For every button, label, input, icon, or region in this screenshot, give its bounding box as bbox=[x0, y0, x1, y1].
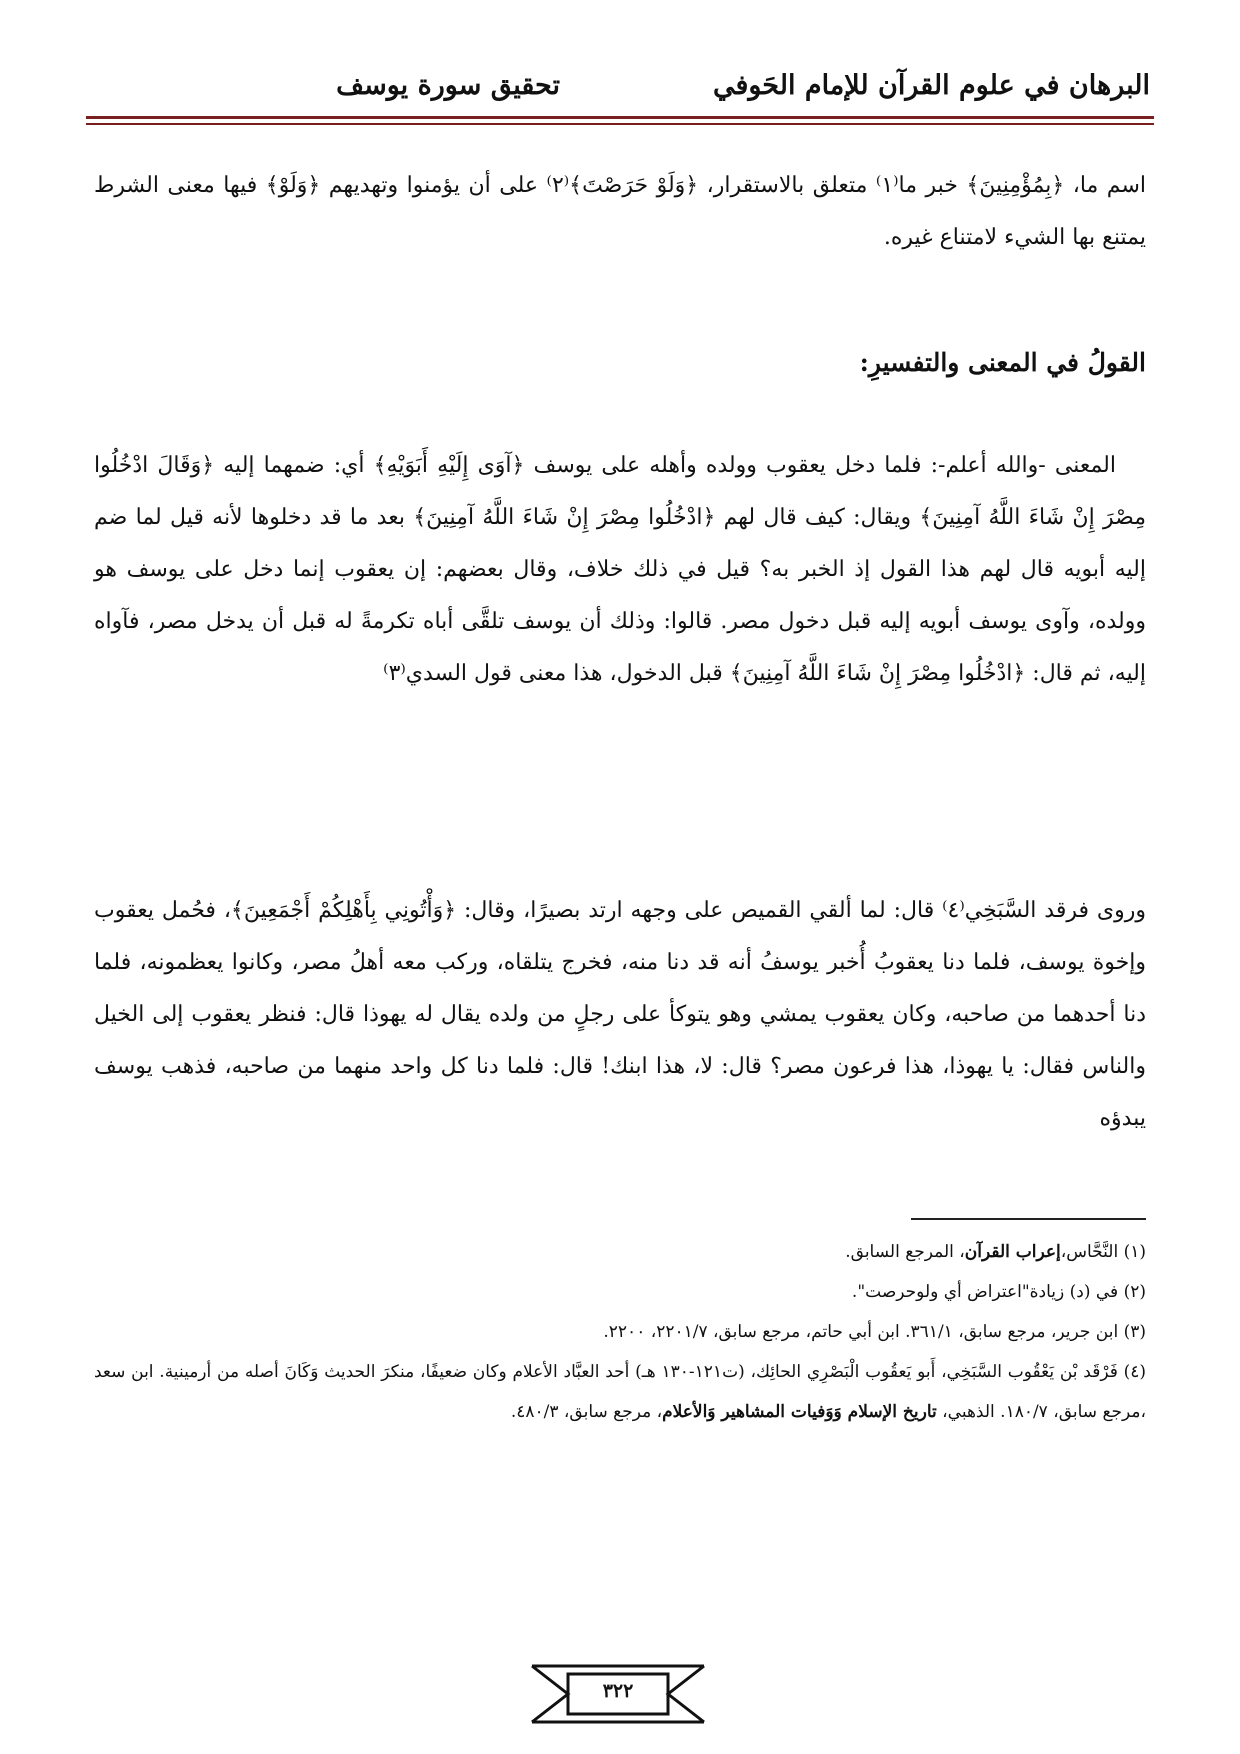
footnote-1-suffix: ، المرجع السابق. bbox=[845, 1242, 965, 1262]
footnote-4-suffix: ، مرجع سابق، ٤٨٠/٣. bbox=[510, 1402, 663, 1422]
paragraph-narration: وروى فرقد السَّبَخِي⁽٤⁾ قال: لما ألقي القميص على وجهه ارتد بصيرًا، وقال: ﴿وَأْتُونِي بِأَهْلِكُمْ أَجْمَعِينَ﴾، فحُمل يعقوب وإخوة يوسف، فلما دنا يعقوبُ أُخبر يوسفُ أنه قد دنا منه، فخرج يتلقاه، وركب معه أهلُ مصر، وكانوا يعظمونه، فلما دنا أحدهما من صاحبه، وكان يعقوب يمشي وهو يتوكأ على رجلٍ من ولده يقال له يهوذا قال: فنظر يعقوب إلى الخيل والناس فقال: يا يهوذا، هذا فرعون مصر؟ قال: لا، هذا ابنك! قال: فلما دنا كل واحد منهما من صاحبه، فذهب يوسف يبدؤه bbox=[94, 898, 1146, 1131]
footnote-1-prefix: (١) النَّحَّاس، bbox=[1060, 1242, 1146, 1262]
header-rule-thick bbox=[86, 116, 1154, 119]
page-number-ornament bbox=[530, 1664, 706, 1724]
running-header bbox=[90, 70, 1150, 114]
footnote-4-title: تاريخ الإسلام وَوَفيات المشاهير وَالأعلام bbox=[662, 1402, 937, 1422]
footnote-3: (٣) ابن جرير، مرجع سابق، ٣٦١/١. ابن أبي حاتم، مرجع سابق، ٢٢٠١/٧، ٢٢٠٠. bbox=[603, 1322, 1146, 1342]
paragraph-grammar: اسم ما، ﴿بِمُؤْمِنِينَ﴾ خبر ما⁽١⁾ متعلق بالاستقرار، ﴿وَلَوْ حَرَصْتَ﴾⁽٢⁾ على أن يؤمنوا وتهديهم ﴿وَلَوْ﴾ فيها معنى الشرط يمتنع بها الشيء لامتناع غيره. bbox=[94, 173, 1146, 250]
footnotes bbox=[94, 1232, 1146, 1432]
book-title: البرهان في علوم القرآن للإمام الحَوفي bbox=[712, 70, 1150, 101]
footnote-1-title: إعراب القرآن bbox=[964, 1242, 1061, 1262]
footnote-4-prefix: (٤) فَرْقَد بْن يَعْقُوب السَّبَخِي، أَبو يَعقُوب الْبَصْرِي الحائِك، (ت١٢١-١٣٠ هـ) أحد العبَّاد الأعلام وكان ضعيفًا، منكرَ الحديث وَكَانَ أصله من أرمينية. ابن سعد ،مرجع سابق، ١٨٠/٧. الذهبي، bbox=[94, 1362, 1147, 1422]
footnote-1 bbox=[94, 1232, 1146, 1272]
header-rule-thin bbox=[86, 123, 1154, 125]
footnote-2: (٢) في (د) زيادة"اعتراض أي ولوحرصت". bbox=[851, 1282, 1146, 1302]
footnote-4 bbox=[94, 1352, 1146, 1432]
section-heading: القولُ في المعنى والتفسيرِ: bbox=[859, 348, 1146, 377]
section-subtitle: تحقيق سورة يوسف bbox=[336, 70, 560, 101]
page-number: ٣٢٢ bbox=[602, 1680, 634, 1702]
paragraph-meaning: المعنى -والله أعلم-: فلما دخل يعقوب وولده وأهله على يوسف ﴿آوَى إِلَيْهِ أَبَوَيْهِ﴾ أي: ضمهما إليه ﴿وَقَالَ ادْخُلُوا مِصْرَ إِنْ شَاءَ اللَّهُ آمِنِينَ﴾ ويقال: كيف قال لهم ﴿ادْخُلُوا مِصْرَ إِنْ شَاءَ اللَّهُ آمِنِينَ﴾ بعد ما قد دخلوها لأنه قيل لما ضم إليه أبويه قال لهم هذا القول إذ الخبر به؟ قيل في ذلك خلاف، وقال بعضهم: إن يعقوب إنما دخل على يوسف هو وولده، وآوى يوسف أبويه إليه قبل دخول مصر. قالوا: وذلك أن يوسف تلقَّى أباه تكرمةً له قبل أن يدخل مصر، فآواه إليه، ثم قال: ﴿ادْخُلُوا مِصْرَ إِنْ شَاءَ اللَّهُ آمِنِينَ﴾ قبل الدخول، هذا معنى قول السدي⁽٣⁾ bbox=[94, 453, 1146, 686]
footnote-separator bbox=[911, 1218, 1146, 1220]
